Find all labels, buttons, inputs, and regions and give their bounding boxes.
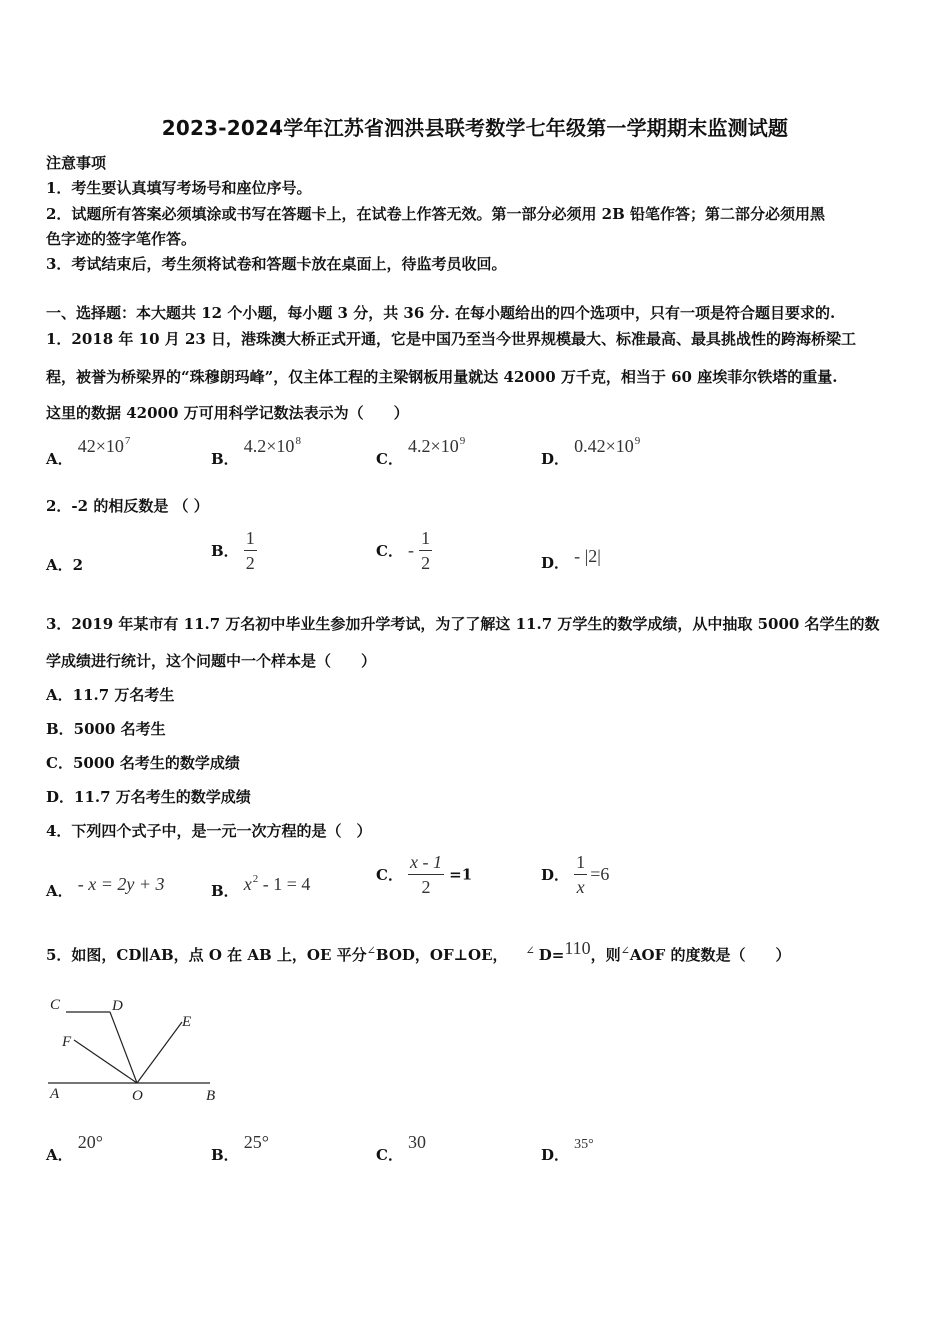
label-e: E — [182, 1014, 192, 1030]
option-math: $4.2\times 10^9$ — [408, 435, 466, 456]
option-label: B． — [211, 450, 239, 468]
q5-stem: 5．如图，CD∥AB，点 O 在 AB 上，OE 平分∠BOD，OF⊥OE， ∠ D=110，则∠AOF 的度数是（ ） — [46, 938, 791, 964]
q5-option-a[interactable] — [46, 1132, 103, 1164]
q1-option-d[interactable] — [541, 435, 641, 468]
q5-option-b[interactable] — [211, 1132, 269, 1164]
option-math: $4.2\times 10^8$ — [243, 435, 301, 456]
line-of — [74, 1040, 137, 1083]
q2-option-c[interactable] — [376, 528, 432, 573]
option-label: A． — [46, 556, 73, 574]
option-label: C． — [376, 450, 403, 468]
q2-stem: 2．-2 的相反数是 （ ） — [46, 497, 209, 515]
notice-item: 2．试题所有答案必须填涂或书写在答题卡上，在试卷上作答无效。第一部分必须用 2B 铅笔作答；第二部分必须用黑 — [46, 205, 826, 223]
option-math: - x = 2y + 3 — [77, 874, 165, 894]
label-d: D — [112, 998, 123, 1014]
angle-symbol: ∠ — [620, 944, 630, 957]
geometry-figure — [44, 994, 234, 1110]
option-math: - |2| — [574, 546, 601, 566]
fraction: $\frac{1}{2}$ — [421, 528, 431, 573]
label-o: O — [132, 1088, 143, 1104]
option-label: A． — [46, 450, 73, 468]
q3-stem-line: 学成绩进行统计，这个问题中一个样本是（ ） — [46, 652, 377, 670]
option-label: C． — [376, 1146, 403, 1164]
notice-item: 色字迹的签字笔作答。 — [46, 230, 197, 248]
option-label: C． — [376, 542, 403, 560]
q3-stem-line: 3．2019 年某市有 11.7 万名初中毕业生参加升学考试，为了了解这 11.7 万学生的数学成绩，从中抽取 5000 名学生的数 — [46, 615, 880, 633]
q2-option-b[interactable] — [211, 528, 257, 573]
label-f: F — [62, 1034, 72, 1050]
option-label: C． — [376, 866, 403, 884]
label-c: C — [50, 997, 61, 1013]
option-rest: =1 — [449, 865, 473, 884]
page-title: 2023-2024学年江苏省泗洪县联考数学七年级第一学期期末监测试题 — [161, 116, 789, 140]
q1-option-c[interactable] — [376, 435, 466, 468]
q3-option-a[interactable]: A．11.7 万名考生 — [46, 686, 175, 704]
notice-item: 1．考生要认真填写考场号和座位序号。 — [46, 179, 312, 197]
line-od — [110, 1012, 137, 1083]
option-label: D． — [541, 866, 570, 884]
option-value: 2 — [72, 556, 84, 574]
q1-option-b[interactable] — [211, 435, 301, 468]
q4-option-b[interactable] — [211, 873, 311, 900]
option-math: 30 — [408, 1132, 427, 1152]
section-heading: 一、选择题：本大题共 12 个小题，每小题 3 分，共 36 分. 在每小题给出的四个选项中，只有一项是符合题目要求的. — [46, 304, 836, 322]
q5-option-d[interactable] — [541, 1132, 594, 1164]
option-math: $x^2 - 1 = 4$ — [243, 873, 311, 894]
option-label: D． — [541, 554, 570, 572]
option-math: 20° — [77, 1132, 103, 1152]
option-label: A． — [46, 1146, 73, 1164]
option-math: 35° — [574, 1137, 594, 1152]
notice-heading: 注意事项 — [46, 154, 107, 172]
q3-option-b[interactable]: B．5000 名考生 — [46, 720, 166, 738]
option-label: D． — [541, 1146, 570, 1164]
option-math: $42\times 10^7$ — [77, 435, 131, 456]
q3-option-c[interactable]: C．5000 名考生的数学成绩 — [46, 754, 240, 772]
q1-stem-line: 程，被誉为桥梁界的“珠穆朗玛峰”，仅主体工程的主梁钢板用量就达 42000 万千克，相当于 60 座埃菲尔铁塔的重量. — [46, 368, 838, 386]
fraction: $\frac{1}{x}$ — [576, 852, 586, 897]
option-label: D． — [541, 450, 570, 468]
q5-option-c[interactable] — [376, 1132, 427, 1164]
label-b: B — [206, 1088, 216, 1104]
option-label: B． — [211, 542, 239, 560]
minus-sign: - — [408, 540, 415, 560]
option-label: B． — [211, 882, 239, 900]
fraction: $\frac{1}{2}$ — [245, 528, 255, 573]
option-math: 25° — [243, 1132, 269, 1152]
q1-stem-line: 1．2018 年 10 月 23 日，港珠澳大桥正式开通，它是中国乃至当今世界规模最大、标准最高、最具挑战性的跨海桥梁工 — [46, 330, 857, 348]
option-rest: =6 — [590, 864, 610, 884]
q1-option-a[interactable] — [46, 435, 131, 468]
q4-option-d[interactable] — [541, 852, 609, 897]
option-label: B． — [211, 1146, 239, 1164]
line-oe — [137, 1022, 182, 1083]
q2-option-a[interactable] — [46, 554, 83, 575]
angle-value: 110 — [564, 938, 591, 958]
q4-stem: 4．下列四个式子中，是一元一次方程的是（ ） — [46, 822, 372, 840]
q1-stem-line: 这里的数据 42000 万可用科学记数法表示为（ ） — [46, 404, 409, 422]
notice-item: 3．考试结束后，考生须将试卷和答题卡放在桌面上，待监考员收回。 — [46, 255, 507, 273]
label-a: A — [50, 1086, 60, 1102]
q4-option-a[interactable] — [46, 874, 165, 900]
q2-option-d[interactable] — [541, 546, 601, 572]
q4-option-c[interactable] — [376, 852, 472, 897]
option-label: A． — [46, 882, 73, 900]
fraction: $\frac{x - 1}{2}$ — [410, 852, 443, 897]
q3-option-d[interactable]: D．11.7 万名考生的数学成绩 — [46, 788, 251, 806]
angle-symbol: ∠ — [366, 944, 376, 957]
option-math: $0.42\times 10^9$ — [574, 435, 641, 456]
angle-symbol: ∠ — [525, 944, 535, 957]
